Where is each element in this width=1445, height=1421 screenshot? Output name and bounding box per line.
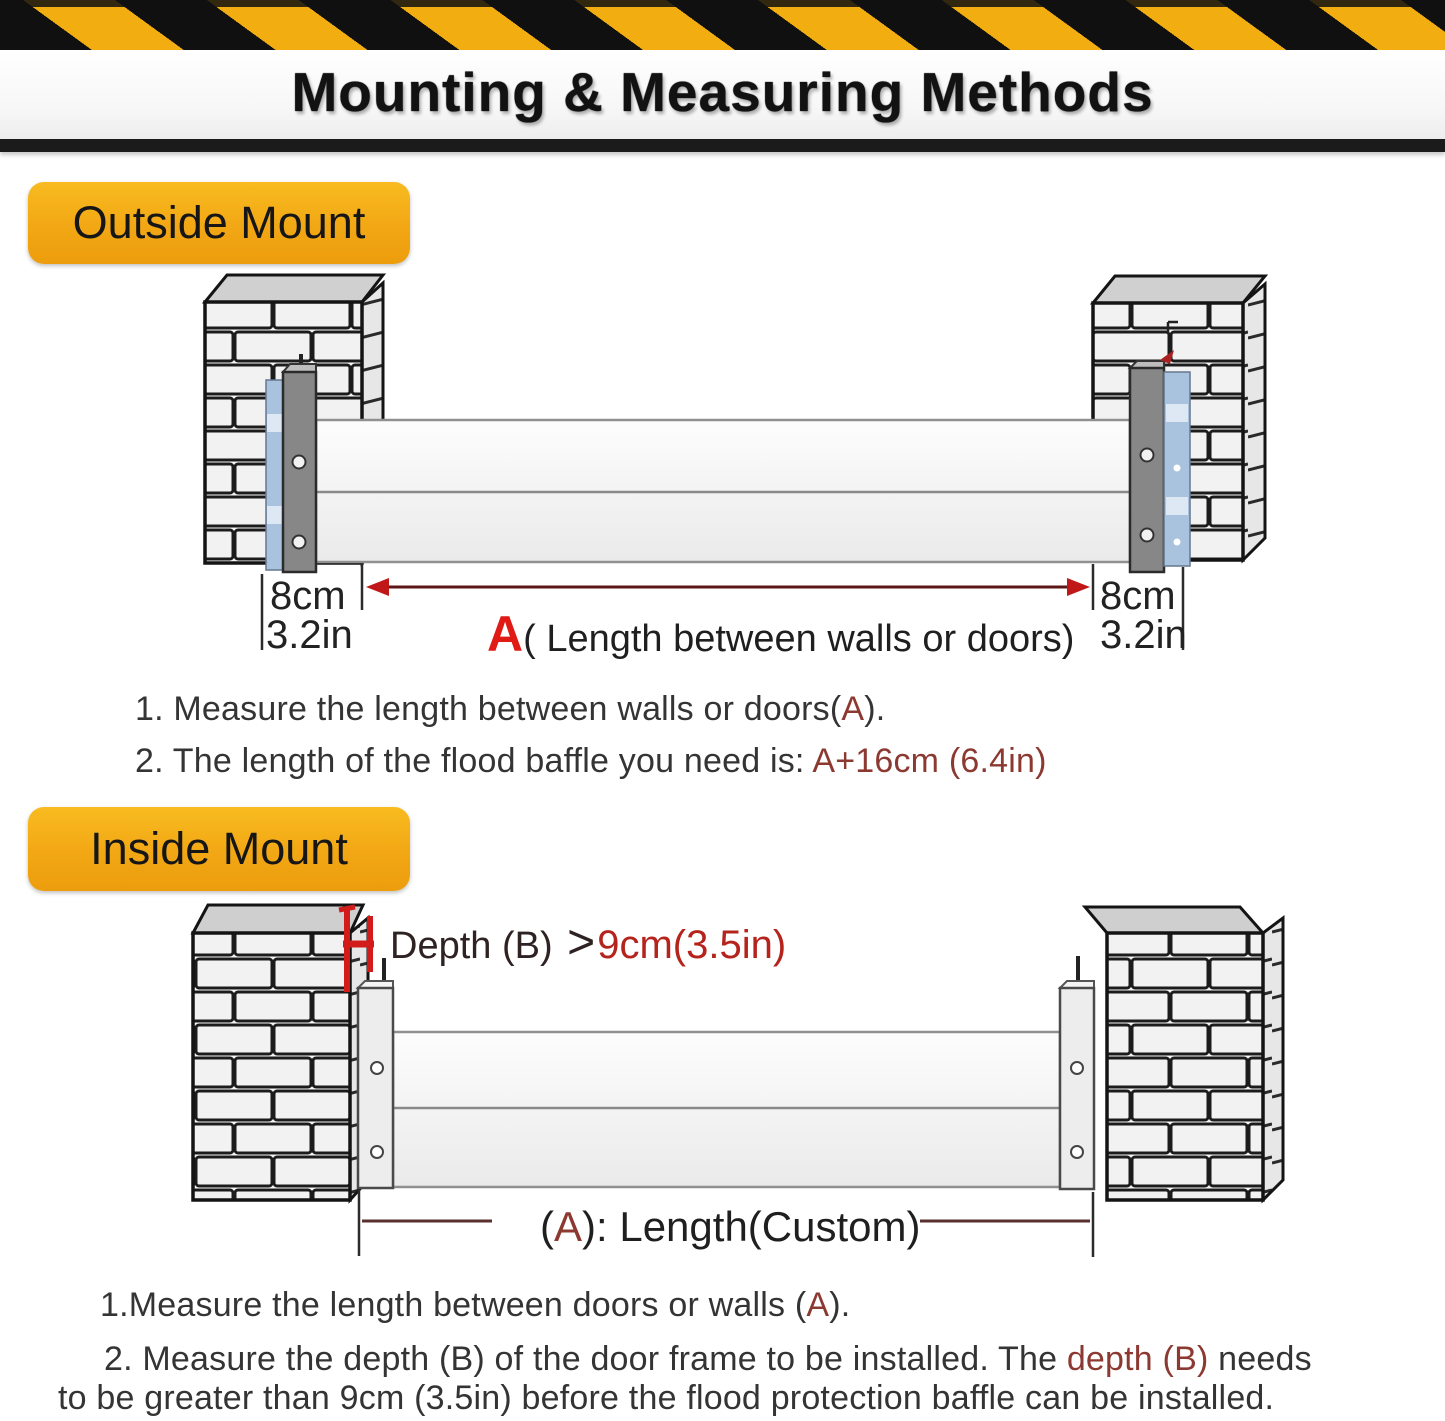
- outside-dimensions: [262, 564, 1187, 660]
- inside-left-channel: [358, 958, 393, 1188]
- screw-hole: [371, 1146, 383, 1158]
- hazard-stripe-band: [0, 0, 1445, 50]
- inside-left-pillar: [193, 905, 368, 1200]
- left-dim-inch: 3.2in: [266, 613, 353, 657]
- title-divider-bar: [0, 139, 1445, 152]
- right-dim-cm: 8cm: [1100, 574, 1176, 618]
- inside-mount-badge: Inside Mount: [28, 807, 410, 891]
- inside-right-channel: [1060, 956, 1094, 1189]
- inside-dimensions: [359, 1190, 1093, 1257]
- seal-strip: [266, 380, 283, 570]
- outside-mount-diagram: [0, 268, 1445, 660]
- screw-hole: [1071, 1062, 1083, 1074]
- depth-annotation: Depth (B) >9cm(3.5in): [390, 916, 787, 969]
- outside-step-2: 2. The length of the flood baffle you need is: A+16cm (6.4in): [135, 742, 1047, 780]
- outside-left-channel: [266, 354, 316, 572]
- outside-step-1: 1. Measure the length between walls or doors(A).: [135, 690, 886, 728]
- screw-hole: [293, 456, 306, 469]
- outside-right-channel: [1130, 350, 1190, 572]
- screw-hole: [1071, 1146, 1083, 1158]
- outside-mount-badge: Outside Mount: [28, 182, 410, 264]
- inside-barrier-panels: [393, 1032, 1060, 1187]
- screw-hole: [1141, 529, 1154, 542]
- outside-barrier-panels: [316, 420, 1130, 562]
- screw-hole: [293, 536, 306, 549]
- inside-step-2: 2. Measure the depth (B) of the door frame to be installed. The depth (B) needs: [104, 1340, 1312, 1378]
- right-dim-inch: 3.2in: [1100, 613, 1187, 657]
- screw-hole: [1141, 449, 1154, 462]
- left-dim-cm: 8cm: [270, 574, 346, 618]
- arrowhead-left: [366, 578, 389, 596]
- inside-step-1: 1.Measure the length between doors or walls (A).: [100, 1286, 851, 1324]
- page-title: Mounting & Measuring Methods: [291, 61, 1154, 123]
- length-annotation: (A): Length(Custom): [540, 1203, 921, 1250]
- screw-hole: [371, 1062, 383, 1074]
- span-label: A( Length between walls or doors): [487, 606, 1075, 660]
- arrowhead-right: [1067, 578, 1090, 596]
- inside-mount-diagram: [0, 900, 1445, 1260]
- inside-step-2-cont: to be greater than 9cm (3.5in) before the flood protection baffle can be installed.: [58, 1379, 1275, 1417]
- inside-right-pillar: [1085, 907, 1283, 1200]
